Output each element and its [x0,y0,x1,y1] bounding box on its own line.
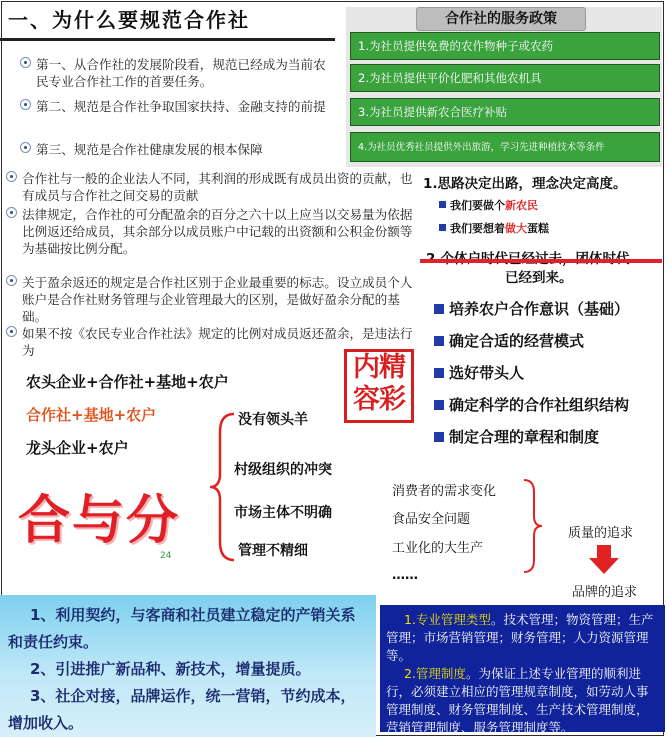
left-bullet-7: 如果不按《农民专业合作社法》规定的比例对成员返还盈余，是违法行为 [22,325,417,359]
left-brace-icon [208,412,238,562]
service-panel-title: 合作社的服务政策 [416,7,586,31]
square-bullet-icon [434,368,444,378]
problem-4: 管理不精细 [238,543,308,559]
right-bullet-3: 选好带头人 [434,362,524,383]
model-2: 合作社+基地+农户 [26,406,157,424]
right-bullet-2: 确定合适的经营模式 [434,330,584,351]
square-bullet-icon [434,400,444,410]
page-title: 一、为什么要规范合作社 [8,8,250,32]
service-item-4: 4.为社员优秀社员提供外出旅游，学习先进种植技术等条件 [350,132,660,162]
slide-number: 24 [160,551,172,561]
bullet-icon [6,207,17,218]
problem-1: 没有领头羊 [238,412,308,428]
bullet-icon [6,326,17,337]
square-bullet-icon [439,224,446,231]
sub-point-1: 我们要做个新农民 [439,197,538,213]
square-bullet-icon [434,432,444,442]
square-bullet-icon [439,201,446,208]
sub-point-2: 我们要想着做大蛋糕 [439,220,549,236]
brand-label: 品牌的追求 [572,585,638,600]
left-bullet-2: 第二、规范是合作社争取国家扶持、金融支持的前提 [36,98,336,115]
bullet-icon [6,275,17,286]
bottom-left-item-2: 2、引进推广新品种、新技术，增量提质。 [30,660,311,678]
highlight-stamp: 内精 容彩 [344,349,414,423]
left-bullet-5: 法律规定，合作社的可分配盈余的百分之六十以上应当以交易量为依据比例返还给成员，其余部分以成员账户中记载的出资额和公积金份额等为基础按比例分配。 [22,206,417,257]
principle-2-line2: 已经到来。 [505,270,573,286]
model-3: 龙头企业+农户 [26,439,129,457]
model-1: 农头企业+合作社+基地+农户 [26,373,229,391]
left-bullet-1: 第一、从合作社的发展阶段看，规范已经成为当前农民专业合作社工作的首要任务。 [36,56,336,90]
hefen-heading: 合与分 [18,491,181,551]
bottom-left-text [8,602,370,737]
left-bullet-6: 关于盈余返还的规定是合作社区别于企业最重要的标志。设立成员个人账户是合作社财务管理与企业管理最大的区别，是做好盈余分配的基础。 [22,274,417,325]
service-item-1: 1.为社员提供免费的农作物种子或农药 [350,32,660,60]
down-arrow-icon [588,545,620,575]
bottom-left-item-1: 1、利用契约，与客商和社员建立稳定的产销关系和责任约束。 [8,606,356,651]
quality-label: 质量的追求 [568,526,634,541]
management-system: 2.管理制度。为保证上述专业管理的顺利进行，必须建立相应的管理规章制度，如劳动人事管理制度、财务管理制度、生产技术管理制度，营销管理制度、服务管理制度等。 [386,666,649,735]
service-item-3: 3.为社员提供新农合医疗补贴 [350,98,660,126]
problem-2: 村级组织的冲突 [234,462,332,478]
left-bullet-4: 合作社与一般的企业法人不同，其利润的形成既有成员出资的贡献，也有成员与合作社之间交易的贡献 [22,170,417,204]
management-type: 1.专业管理类型。技术管理；物资管理；生产管理；市场营销管理；财务管理；人力资源管理等。 [386,612,654,663]
bullet-icon [20,142,31,153]
right-bullet-4: 确定科学的合作社组织结构 [434,394,629,415]
bottom-right-panel [380,605,665,735]
principle-2-highlight [420,259,662,263]
principle-1: 1.思路决定出路，理念决定高度。 [423,176,627,192]
consumer-item-1: 消费者的需求变化 [392,484,497,499]
consumer-item-3: 工业化的大生产 [392,541,484,556]
principle-2-line1 [426,247,630,267]
square-bullet-icon [434,336,444,346]
right-bullet-1: 培养农户合作意识（基础） [434,298,629,319]
problem-3: 市场主体不明确 [234,505,332,521]
title-underline [0,38,335,41]
bullet-icon [6,171,17,182]
right-bullet-5: 制定合理的章程和制度 [434,426,599,447]
left-bullet-3: 第三、规范是合作社健康发展的根本保障 [36,141,336,158]
bullet-icon [20,57,31,68]
bottom-left-item-3: 3、社企对接，品牌运作，统一营销，节约成本，增加收入。 [8,687,356,732]
consumer-item-4: …… [392,568,418,583]
square-bullet-icon [434,304,444,314]
bullet-icon [20,99,31,110]
consumer-item-2: 食品安全问题 [392,512,471,527]
right-brace-icon [522,478,544,574]
service-item-2: 2.为社员提供平价化肥和其他农机具 [350,64,660,92]
